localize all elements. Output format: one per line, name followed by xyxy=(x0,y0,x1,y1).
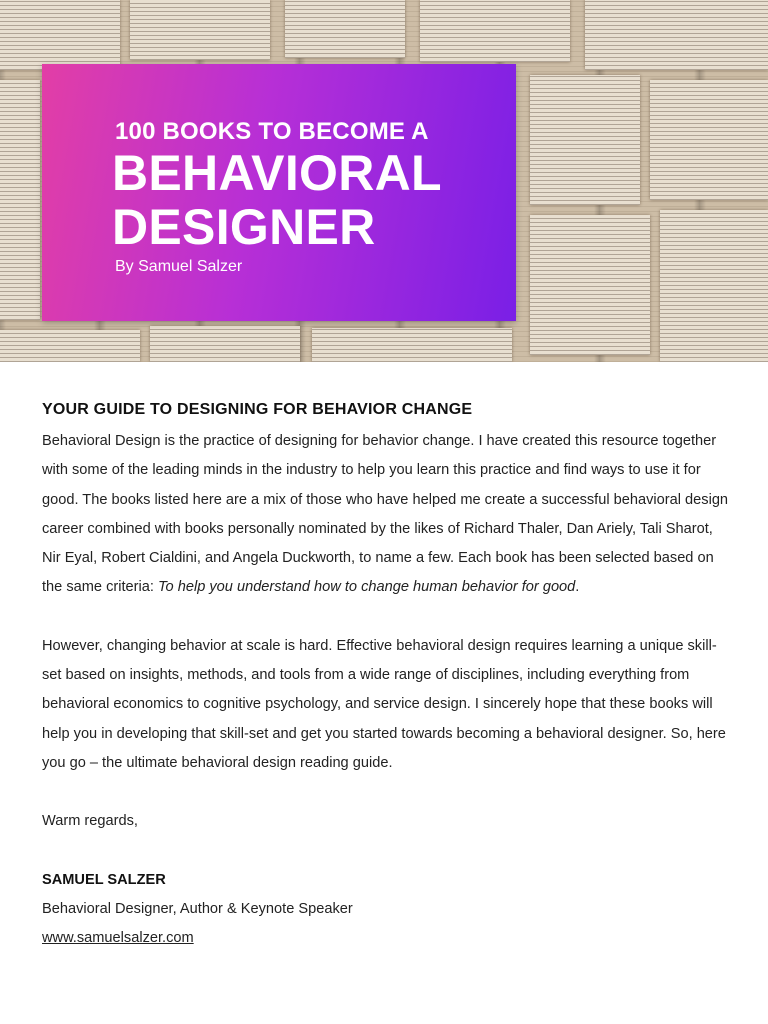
intro-text: Behavioral Design is the practice of designing for behavior change. I have created this resource together with some of the leading minds in the industry to help you learn this practice and find ways to use it for good. The books listed here are a mix of those who have helped me create a successful behavioral design career combined with books personally nominated by the likes of Richard Thaler, Dan Ariely, Tali Sharot, Nir Eyal, Robert Cialdini, and Angela Duckworth, to name a few. Each book has been selected based on the same criteria: xyxy=(42,433,729,596)
section-heading: YOUR GUIDE TO DESIGNING FOR BEHAVIOR CHANGE xyxy=(42,401,473,418)
intro-end: . xyxy=(575,579,580,596)
intro-paragraph xyxy=(42,427,732,603)
second-paragraph: However, changing behavior at scale is hard. Effective behavioral design requires learning a unique skill-set based on insights, methods, and tools from a wide range of disciplines, including everything from behavioral economics to cognitive psychology, and service design. I sincerely hope that these books will help you in developing that skill-set and get you started towards becoming a behavioral designer. So, here you go – the ultimate behavioral design reading guide. xyxy=(42,637,726,771)
signature-role: Behavioral Designer, Author & Keynote Speaker xyxy=(42,900,353,917)
closing-line: Warm regards, xyxy=(42,813,138,830)
cover-title-line-1: BEHAVIORAL xyxy=(112,145,442,201)
website-link[interactable]: www.samuelsalzer.com xyxy=(42,930,194,947)
cover-title-box xyxy=(42,64,516,321)
cover-hero xyxy=(0,0,768,362)
cover-title-line-2: DESIGNER xyxy=(112,199,376,255)
signature-name: SAMUEL SALZER xyxy=(42,871,166,888)
cover-byline: By Samuel Salzer xyxy=(115,258,243,275)
cover-title-small: 100 BOOKS TO BECOME A xyxy=(115,118,429,145)
article-body xyxy=(42,401,732,953)
intro-italic-criteria: To help you understand how to change human behavior for good xyxy=(157,579,576,596)
